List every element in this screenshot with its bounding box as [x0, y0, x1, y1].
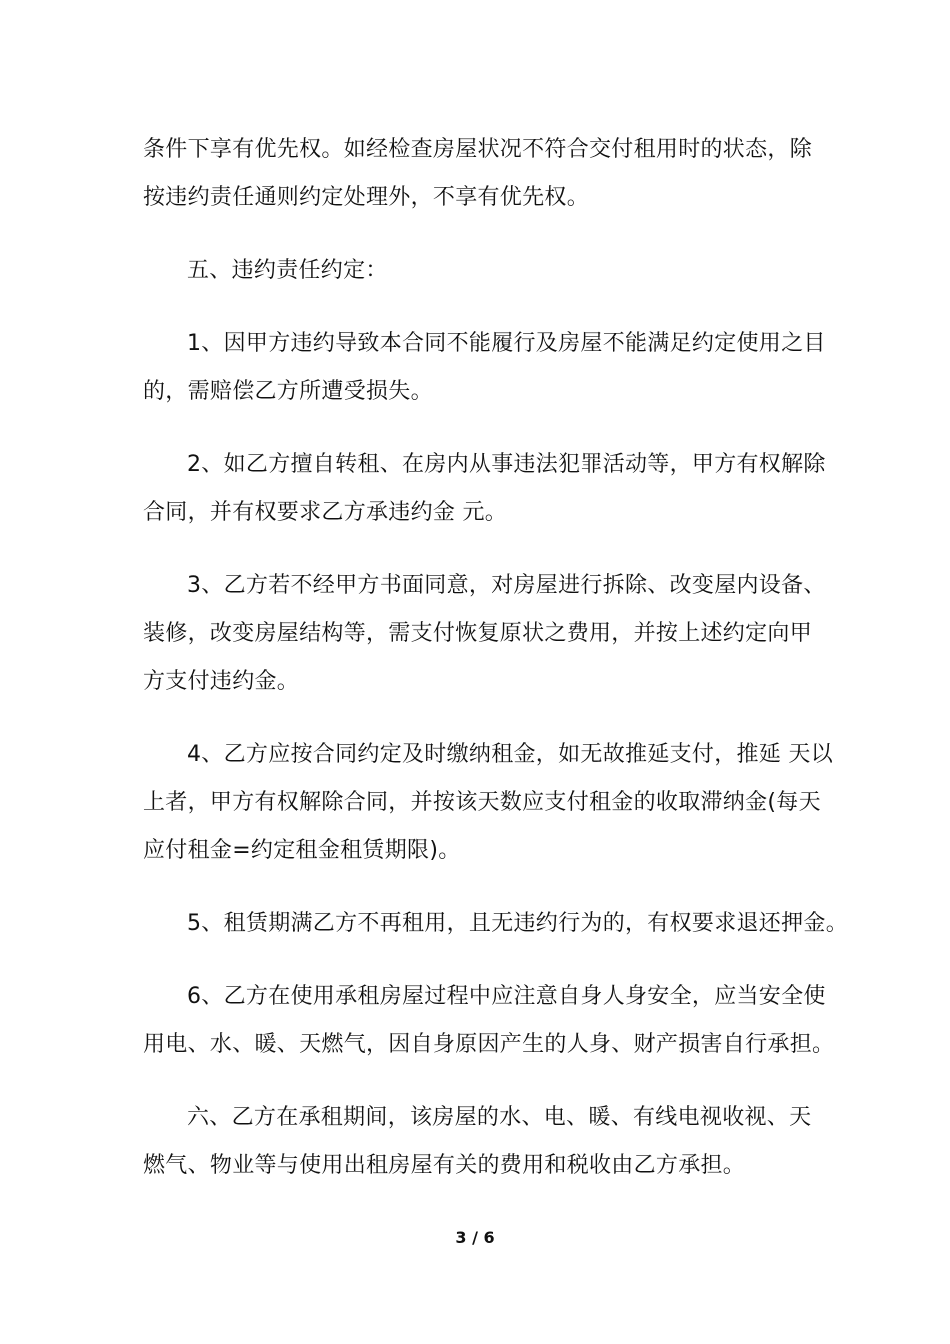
clause-4 — [143, 731, 833, 875]
text-line: 6、乙方在使用承租房屋过程中应注意自身人身安全，应当安全使 — [187, 984, 826, 1009]
clause-3 — [143, 562, 826, 706]
text-line: 六、乙方在承租期间，该房屋的水、电、暖、有线电视收视、天 — [187, 1105, 812, 1130]
text-line: 3、乙方若不经甲方书面同意，对房屋进行拆除、改变屋内设备、 — [187, 573, 826, 598]
text-line: 条件下享有优先权。如经检查房屋状况不符合交付租用时的状态，除 — [143, 137, 813, 162]
clause-1 — [143, 320, 826, 416]
text-line: 按违约责任通则约定处理外，不享有优先权。 — [143, 185, 590, 210]
document-body — [143, 126, 848, 1215]
text-line: 用电、水、暖、天燃气，因自身原因产生的人身、财产损害自行承担。 — [143, 1032, 835, 1057]
section-six-fees — [143, 1094, 815, 1190]
text-line: 的，需赔偿乙方所遭受损失。 — [143, 379, 433, 404]
text-line: 装修，改变房屋结构等，需支付恢复原状之费用，并按上述约定向甲 — [143, 621, 813, 646]
text-line: 燃气、物业等与使用出租房屋有关的费用和税收由乙方承担。 — [143, 1153, 746, 1178]
text-line: 5、租赁期满乙方不再租用，且无违约行为的，有权要求退还押金。 — [187, 911, 848, 936]
text-line: 1、因甲方违约导致本合同不能履行及房屋不能满足约定使用之目 — [187, 331, 826, 356]
clause-5 — [143, 900, 848, 948]
text-line: 方支付违约金。 — [143, 669, 300, 694]
clause-2 — [143, 441, 826, 537]
page-number: 3 / 6 — [455, 1228, 495, 1247]
text-line: 合同，并有权要求乙方承违约金 元。 — [143, 500, 508, 525]
text-line: 应付租金=约定租金租赁期限)。 — [143, 838, 461, 863]
clause-6 — [143, 973, 835, 1069]
section-heading-breach — [143, 247, 815, 295]
paragraph-priority-continuation — [143, 126, 815, 222]
text-line: 五、违约责任约定： — [187, 258, 388, 283]
text-line: 2、如乙方擅自转租、在房内从事违法犯罪活动等，甲方有权解除 — [187, 452, 826, 477]
text-line: 上者，甲方有权解除合同，并按该天数应支付租金的收取滞纳金(每天 — [143, 790, 821, 815]
text-line: 4、乙方应按合同约定及时缴纳租金，如无故推延支付，推延 天以 — [187, 742, 833, 767]
